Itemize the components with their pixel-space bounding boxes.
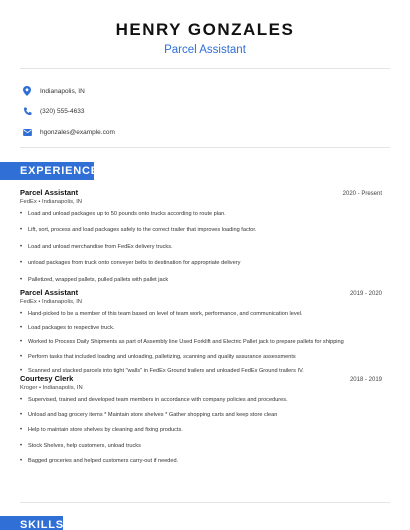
contact-phone [22, 103, 115, 121]
candidate-name: HENRY GONZALES [115, 20, 295, 39]
job-dates: 2019 - 2020 [349, 291, 382, 297]
company-location: Indianapolis, IN [42, 199, 82, 205]
phone-text: (320) 555-4633 [40, 108, 85, 115]
bullet-item: • Hand-picked to be a member of this team based on level of team work, performance, and communication level. [20, 311, 382, 318]
company-location: Indianapolis, IN [42, 385, 83, 391]
job-company: Kroger • Indianapolis, IN [20, 385, 83, 391]
bullet-item: • Lift, sort, process and load packages safely to the correct trailer that improves loading factor. [20, 227, 382, 234]
bullet-item: • Load and unload packages up to 50 pounds onto trucks according to route plan. [20, 211, 382, 218]
bullet-item: • Stock Shelves, help customers, unload trucks [20, 443, 382, 450]
bullet-item: • unload packages from truck onto conveyer belts to destination for appropriate delivery [20, 260, 382, 267]
contact-location [22, 82, 115, 100]
location-text: Indianapolis, IN [40, 87, 85, 95]
bullet-item: • Supervised, trained and developed team members in accordance with company policies and procedures. [20, 397, 382, 404]
job-bullets [20, 397, 382, 465]
job-title: Courtesy Clerk [20, 374, 74, 383]
resume-header [0, 0, 410, 57]
bullet-item: • Load and unload merchandise from FedEx delivery trucks. [20, 244, 382, 251]
job-bullets [20, 211, 382, 284]
contact-info [22, 82, 115, 144]
bullet-item: • Palletized, wrapped pallets, pulled pallets with pallet jack [20, 277, 382, 284]
skills-section-header: SKILLS [0, 516, 63, 530]
company-name: Kroger [20, 385, 38, 391]
experience-section-header: EXPERIENCE [0, 162, 94, 180]
bullet-item: • Load packages to respective truck. [20, 325, 382, 332]
company-name: FedEx [20, 199, 37, 205]
company-location: Indianapolis, IN [42, 299, 82, 305]
experience-list [20, 188, 382, 465]
candidate-title: Parcel Assistant [164, 44, 246, 56]
job-entry [20, 188, 382, 288]
job-bullets [20, 311, 382, 375]
bullet-item: • Perform tasks that included loading and unloading, palletizing, scanning and quality assurance assessments [20, 354, 382, 361]
job-title: Parcel Assistant [20, 288, 79, 297]
job-company: FedEx • Indianapolis, IN [20, 199, 82, 205]
job-entry [20, 288, 382, 374]
phone-icon [22, 107, 32, 117]
header-divider [20, 68, 390, 69]
map-pin-icon [22, 86, 32, 96]
job-entry [20, 374, 382, 465]
bullet-item: • Help to maintain store shelves by cleaning and fixing products. [20, 427, 382, 434]
bullet-item: • Worked to Process Daily Shipments as part of Assembly line Used Forklift and Electric Pallet jack to prepare pallets for shipping [20, 339, 382, 346]
job-company: FedEx • Indianapolis, IN [20, 299, 82, 305]
bullet-item: • Scanned and stacked parcels into tight "walls" in FedEx Ground trailers and unloaded FedEx Ground trailers IV. [20, 368, 382, 375]
job-dates: 2020 - Present [342, 191, 382, 197]
bullet-item: • Bagged groceries and helped customers carry-out if needed. [20, 458, 382, 465]
bullet-item: • Unload and bag grocery items * Maintain store shelves * Gather shopping carts and keep store clean [20, 412, 382, 419]
contact-email [22, 123, 115, 141]
job-dates: 2018 - 2019 [349, 377, 382, 383]
experience-divider [20, 502, 390, 503]
contact-divider [20, 147, 390, 148]
email-text: hgonzales@example.com [40, 128, 115, 136]
envelope-icon [22, 127, 32, 137]
job-title: Parcel Assistant [20, 188, 79, 197]
company-name: FedEx [20, 299, 37, 305]
